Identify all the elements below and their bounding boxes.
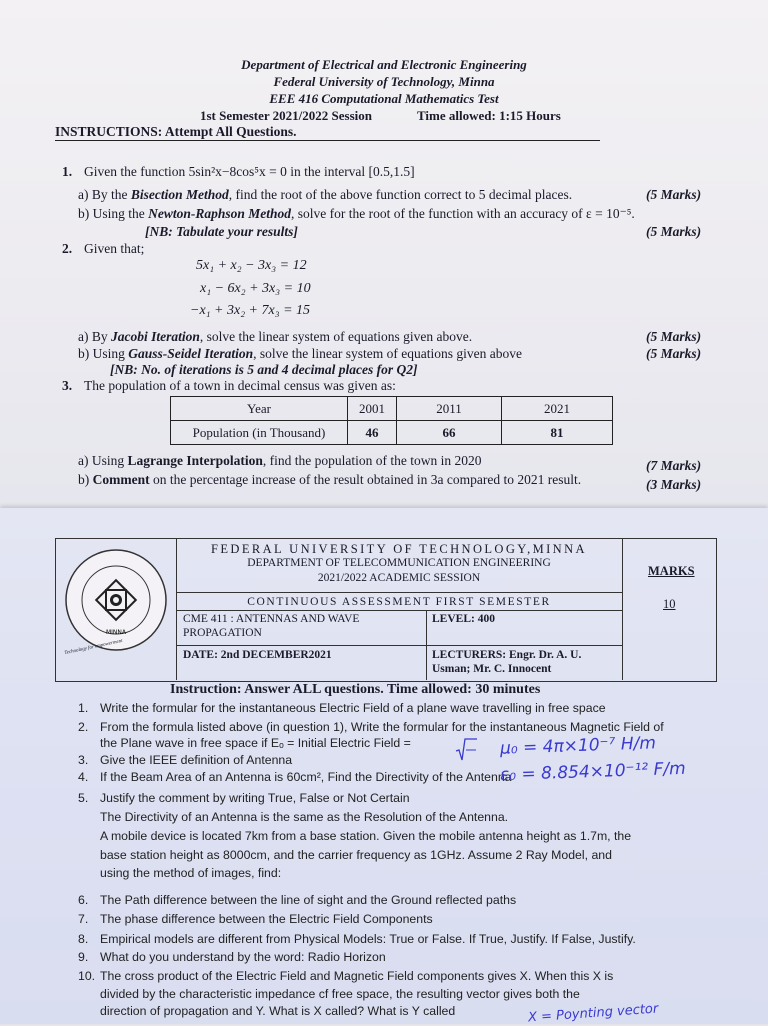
- question-text: If the Beam Area of an Antenna is 60cm², Find the Directivity of the Antenna: [100, 770, 512, 784]
- list-item: [78, 720, 664, 734]
- question-number: 2.: [78, 720, 89, 734]
- q3a-marks: (7 Marks): [646, 458, 702, 473]
- q3b: b) Comment on the percentage increase of the result obtained in 3a compared to 2021 result.: [78, 472, 582, 487]
- table-cell: Population (in Thousand): [171, 421, 348, 445]
- question-text: What do you understand by the word: Radio Horizon: [100, 950, 386, 964]
- question-text: The Directivity of an Antenna is the same as the Resolution of the Antenna.: [100, 810, 509, 824]
- logo-motto: Technology for empowerment: [64, 638, 124, 657]
- department-name: DEPARTMENT OF TELECOMMUNICATION ENGINEERING: [247, 557, 551, 569]
- question-number: 5.: [78, 791, 89, 805]
- q2-text: Given that;: [84, 241, 145, 256]
- table-cell: 2021: [502, 397, 613, 421]
- question-number: 8.: [78, 932, 89, 946]
- handwritten-epsilon: ε₀ = 8.854×10⁻¹² F/m: [499, 758, 686, 786]
- university-logo: [62, 546, 170, 657]
- lecturers-2: Usman; Mr. C. Innocent: [432, 663, 552, 675]
- table-cell: 66: [397, 421, 502, 445]
- question-text: A mobile device is located 7km from a base station. Given the mobile antenna height as 1.7m, the: [100, 829, 632, 843]
- question-number: 1.: [78, 701, 89, 715]
- question-number: 9.: [78, 950, 89, 964]
- q3a: a) Using Lagrange Interpolation, find the population of the town in 2020: [78, 453, 482, 468]
- lecturers-1: LECTURERS: Engr. Dr. A. U.: [432, 649, 582, 661]
- list-item: [78, 736, 411, 750]
- table-cell: 46: [348, 421, 397, 445]
- q3b-marks: (3 Marks): [646, 477, 702, 492]
- q1-text: Given the function 5sin²x−8cos⁵x = 0 in the interval [0.5,1.5]: [84, 164, 415, 179]
- table-cell: Year: [171, 397, 348, 421]
- question-text: Write the formular for the instantaneous Electric Field of a plane wave travelling in free space: [100, 701, 606, 715]
- list-item: [78, 810, 508, 824]
- seal-icon: [62, 546, 170, 657]
- exam-paper-eee416: [0, 0, 768, 508]
- question-text: The phase difference between the Electric Field Components: [100, 912, 433, 926]
- list-item: [78, 912, 433, 926]
- course-title-1: CME 411 : ANTENNAS AND WAVE: [183, 613, 360, 625]
- q2a-marks: (5 Marks): [646, 329, 702, 344]
- list-item: [78, 932, 636, 946]
- list-item: [78, 829, 631, 843]
- q2-note: [NB: No. of iterations is 5 and 4 decimal places for Q2]: [110, 362, 418, 377]
- question-text: Give the IEEE definition of Antenna: [100, 753, 293, 767]
- q1b-note: [NB: Tabulate your results]: [145, 224, 298, 239]
- question-number: 3.: [78, 753, 89, 767]
- level: LEVEL: 400: [432, 613, 495, 625]
- q1b: b) Using the Newton-Raphson Method, solve for the root of the function with an accuracy of ε = 10⁻⁵.: [78, 206, 635, 221]
- table-row: [171, 397, 613, 421]
- divider: [426, 610, 427, 680]
- list-item: [78, 770, 512, 784]
- equation-2: x₁ − 6x₂ + 3x₃ = 10: [200, 281, 311, 296]
- question-number: 4.: [78, 770, 89, 784]
- instruction-line: Instruction: Answer ALL questions. Time allowed: 30 minutes: [170, 682, 541, 697]
- exam-paper-cme411: [0, 508, 768, 1024]
- equation-1: 5x₁ + x₂ − 3x₃ = 12: [196, 258, 307, 273]
- session-text: 1st Semester 2021/2022 Session: [200, 108, 373, 123]
- list-item: [78, 987, 580, 1001]
- q2a: a) By Jacobi Iteration, solve the linear system of equations given above.: [78, 329, 473, 344]
- list-item: [78, 950, 386, 964]
- list-item: [78, 969, 613, 983]
- q1a-marks: (5 Marks): [646, 187, 702, 202]
- q1b-marks: (5 Marks): [646, 224, 702, 239]
- divider: [176, 592, 622, 593]
- q2b: b) Using Gauss-Seidel Iteration, solve the linear system of equations given above: [78, 346, 522, 361]
- marks-value: 10: [663, 597, 676, 611]
- university-heading: Federal University of Technology, Minna: [273, 74, 495, 89]
- course-title-2: PROPAGATION: [183, 627, 262, 639]
- question-text: Justify the comment by writing True, False or Not Certain: [100, 791, 410, 805]
- question-text: direction of propagation and Y. What is X called? What is Y called: [100, 1004, 456, 1018]
- question-text: Empirical models are different from Physical Models: True or False. If True, Justify. If False, Justify.: [100, 932, 636, 946]
- q3-number: 3.: [62, 378, 73, 393]
- marks-label: MARKS: [648, 564, 695, 578]
- q1a: a) By the Bisection Method, find the root of the above function correct to 5 decimal places.: [78, 187, 573, 202]
- equation-3: −x₁ + 3x₂ + 7x₃ = 15: [190, 303, 311, 318]
- divider: [176, 645, 622, 646]
- assessment-title: CONTINUOUS ASSESSMENT FIRST SEMESTER: [247, 596, 551, 608]
- sqrt-icon: [455, 738, 477, 762]
- academic-session: 2021/2022 ACADEMIC SESSION: [317, 572, 481, 584]
- handwritten-answer: X = Poynting vector: [527, 1001, 659, 1026]
- time-allowed: Time allowed: 1:15 Hours: [417, 108, 561, 123]
- university-name: FEDERAL UNIVERSITY OF TECHNOLOGY,MINNA: [211, 542, 587, 556]
- table-cell: 81: [502, 421, 613, 445]
- list-item: [78, 866, 281, 880]
- question-text: using the method of images, find:: [100, 866, 282, 880]
- question-text: From the formula listed above (in question 1), Write the formular for the instantaneous Magnetic Field of: [100, 720, 664, 734]
- instructions: INSTRUCTIONS: Attempt All Questions.: [55, 124, 600, 141]
- q2-number: 2.: [62, 241, 73, 256]
- question-text: base station height as 8000cm, and the carrier frequency as 1GHz. Assume 2 Ray Model, and: [100, 848, 612, 862]
- list-item: [78, 753, 292, 767]
- question-text: divided by the characteristic impedance cf free space, the resulting vector gives both the: [100, 987, 580, 1001]
- question-text: The cross product of the Electric Field and Magnetic Field components gives X. When this X is: [100, 969, 614, 983]
- course-heading: EEE 416 Computational Mathematics Test: [269, 91, 499, 106]
- q3-text: The population of a town in decimal census was given as:: [84, 378, 396, 393]
- table-cell: 2001: [348, 397, 397, 421]
- question-number: 7.: [78, 912, 89, 926]
- department-heading: Department of Electrical and Electronic Engineering: [241, 57, 527, 72]
- handwritten-ratio: [455, 738, 477, 762]
- q1-number: 1.: [62, 164, 73, 179]
- question-number: 6.: [78, 893, 89, 907]
- exam-date: DATE: 2nd DECEMBER2021: [183, 649, 332, 661]
- divider: [622, 538, 623, 680]
- list-item: [78, 791, 410, 805]
- logo-text: MINNA: [105, 629, 127, 636]
- table-row: [171, 421, 613, 445]
- list-item: [78, 848, 612, 862]
- divider: [176, 610, 622, 611]
- list-item: [78, 893, 516, 907]
- list-item: [78, 701, 606, 715]
- table-cell: 2011: [397, 397, 502, 421]
- q2b-marks: (5 Marks): [646, 346, 702, 361]
- handwritten-mu: μ₀ = 4π×10⁻⁷ H/m: [499, 733, 657, 759]
- question-text: the Plane wave in free space if Eₒ = Initial Electric Field =: [100, 736, 411, 750]
- question-number: 10.: [78, 969, 96, 983]
- question-text: The Path difference between the line of sight and the Ground reflected paths: [100, 893, 517, 907]
- population-table: [170, 396, 613, 445]
- list-item: [78, 1004, 455, 1018]
